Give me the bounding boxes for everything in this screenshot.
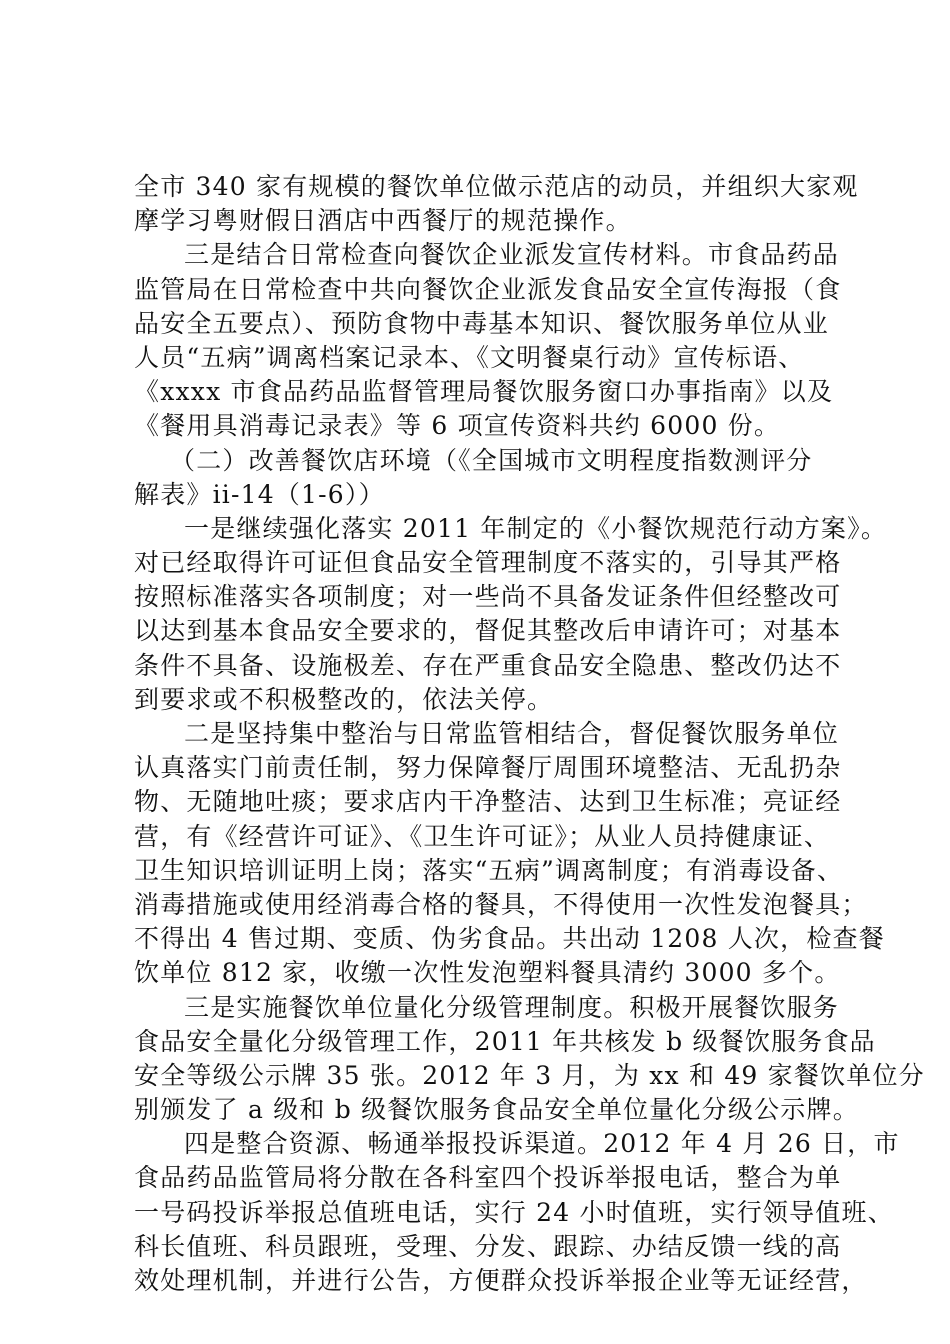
text-line: 对已经取得许可证但食品安全管理制度不落实的，引导其严格: [134, 548, 842, 578]
text-line: 食品药品监管局将分散在各科室四个投诉举报电话，整合为单: [134, 1163, 842, 1193]
text-line: 监管局在日常检查中共向餐饮企业派发食品安全宣传海报（食: [134, 274, 842, 304]
paragraph-start: 一是继续强化落实 2011 年制定的《小餐饮规范行动方案》。: [184, 513, 888, 543]
text-line: 人员“五病”调离档案记录本、《文明餐桌行动》宣传标语、: [134, 342, 805, 372]
text-line: 安全等级公示牌 35 张。2012 年 3 月，为 xx 和 49 家餐饮单位分: [134, 1060, 925, 1090]
paragraph-start: 四是整合资源、畅通举报投诉渠道。2012 年 4 月 26 日，市: [184, 1129, 900, 1159]
text-line: 品安全五要点）、预防食物中毒基本知识、餐饮服务单位从业: [134, 308, 829, 338]
section-heading: （二）改善餐饮店环境（《全国城市文明程度指数测评分: [170, 445, 813, 475]
text-line: 饮单位 812 家，收缴一次性发泡塑料餐具清约 3000 多个。: [134, 958, 841, 988]
text-line: 效处理机制，并进行公告，方便群众投诉举报企业等无证经营，: [134, 1266, 868, 1295]
text-line: 以达到基本食品安全要求的，督促其整改后申请许可；对基本: [134, 616, 842, 646]
text-line: 别颁发了 a 级和 b 级餐饮服务食品安全单位量化分级公示牌。: [134, 1095, 859, 1125]
text-line: 摩学习粤财假日酒店中西餐厅的规范操作。: [134, 206, 632, 236]
text-line: 营，有《经营许可证》、《卫生许可证》；从业人员持健康证、: [134, 821, 831, 851]
text-line: 《餐用具消毒记录表》等 6 项宣传资料共约 6000 份。: [134, 411, 781, 441]
text-line: 认真落实门前责任制，努力保障餐厅周围环境整洁、无乱扔杂: [134, 753, 842, 783]
text-line: 《xxxx 市食品药品监督管理局餐饮服务窗口办事指南》以及: [134, 377, 834, 407]
paragraph-start: 三是结合日常检查向餐饮企业派发宣传材料。市食品药品: [184, 240, 840, 270]
text-line: 条件不具备、设施极差、存在严重食品安全隐患、整改仍达不: [134, 650, 842, 680]
document-body: [134, 170, 925, 1298]
paragraph-start: 三是实施餐饮单位量化分级管理制度。积极开展餐饮服务: [184, 992, 840, 1022]
text-line: 全市 340 家有规模的餐饮单位做示范店的动员，并组织大家观: [134, 172, 859, 201]
text-line: 消毒措施或使用经消毒合格的餐具，不得使用一次性发泡餐具；: [134, 889, 868, 919]
text-line: 食品安全量化分级管理工作，2011 年共核发 b 级餐饮服务食品: [134, 1026, 876, 1056]
text-line: 物、无随地吐痰；要求店内干净整洁、达到卫生标准；亮证经: [134, 787, 842, 817]
section-heading-continued: 解表》ii-14（1-6））: [134, 479, 385, 509]
text-line: 一号码投诉举报总值班电话，实行 24 小时值班，实行领导值班、: [134, 1197, 894, 1227]
text-line: 不得出 4 售过期、变质、伪劣食品。共出动 1208 人次，检查餐: [134, 924, 885, 954]
text-line: 按照标准落实各项制度；对一些尚不具备发证条件但经整改可: [134, 582, 842, 612]
text-line: 卫生知识培训证明上岗；落实“五病”调离制度；有消毒设备、: [134, 855, 844, 885]
text-line: 到要求或不积极整改的，依法关停。: [134, 684, 554, 714]
paragraph-start: 二是坚持集中整治与日常监管相结合，督促餐饮服务单位: [184, 719, 840, 748]
text-line: 科长值班、科员跟班，受理、分发、跟踪、办结反馈一线的高: [134, 1231, 842, 1261]
